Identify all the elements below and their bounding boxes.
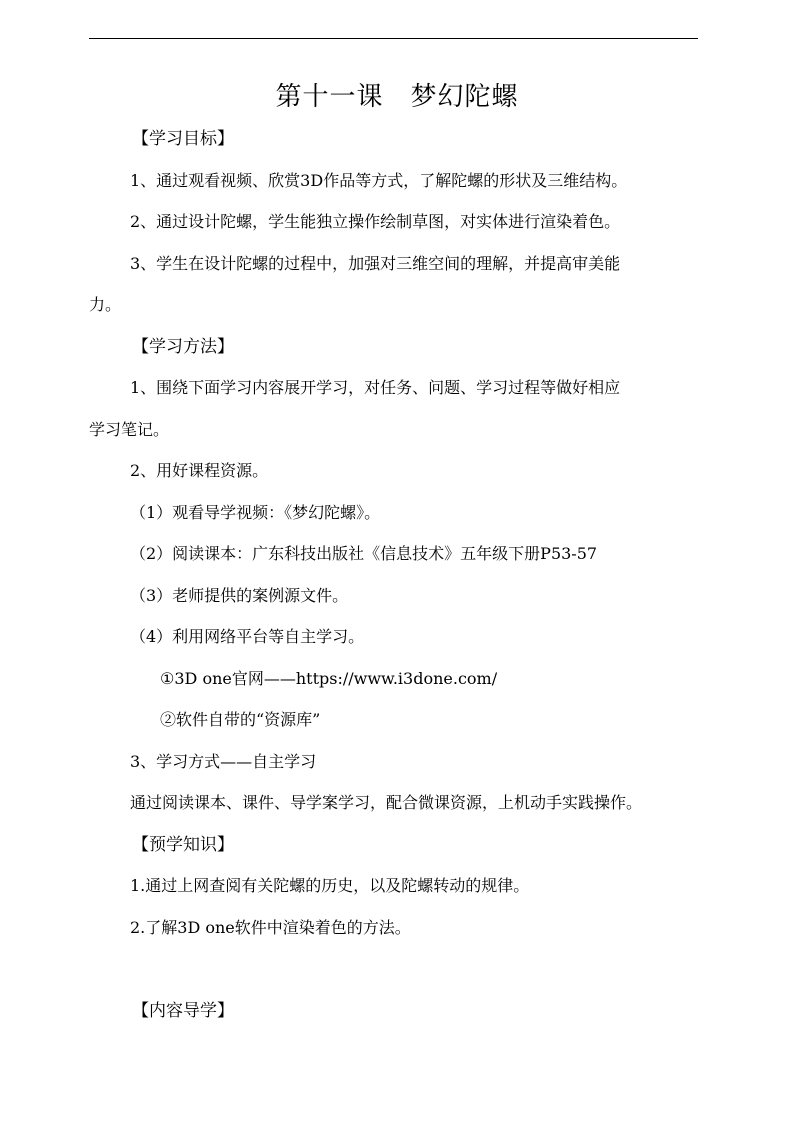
objective-item: 2、通过设计陀螺，学生能独立操作绘制草图，对实体进行渲染着色。 xyxy=(130,212,621,231)
header-rule xyxy=(89,38,698,39)
method-item: 3、学习方式——自主学习 xyxy=(130,752,317,771)
method-item: 通过阅读课本、课件、导学案学习，配合微课资源，上机动手实践操作。 xyxy=(130,793,643,812)
method-item: 2、用好课程资源。 xyxy=(130,461,269,480)
objective-item-continued: 力。 xyxy=(89,295,122,314)
method-subitem: （2）阅读课本：广东科技出版社《信息技术》五年级下册P53-57 xyxy=(130,544,598,563)
method-subitem: （1）观看导学视频：《梦幻陀螺》。 xyxy=(130,503,381,522)
method-item: 1、围绕下面学习内容展开学习，对任务、问题、学习过程等做好相应 xyxy=(130,378,621,397)
objective-item: 3、学生在设计陀螺的过程中，加强对三维空间的理解，并提高审美能 xyxy=(130,254,621,273)
preview-item: 1.通过上网查阅有关陀螺的历史，以及陀螺转动的规律。 xyxy=(130,876,530,895)
method-item-continued: 学习笔记。 xyxy=(89,420,170,439)
resource-item: ②软件自带的“资源库” xyxy=(160,710,321,729)
method-subitem: （3）老师提供的案例源文件。 xyxy=(130,586,349,605)
objectives-heading: 【学习目标】 xyxy=(132,129,234,149)
objective-item: 1、通过观看视频、欣赏3D作品等方式，了解陀螺的形状及三维结构。 xyxy=(130,171,628,190)
resource-link-item: ①3D one官网——https://www.i3done.com/ xyxy=(160,669,498,688)
methods-heading: 【学习方法】 xyxy=(132,337,234,357)
page-title: 第十一课 梦幻陀螺 xyxy=(275,82,519,112)
preview-heading: 【预学知识】 xyxy=(132,835,234,855)
method-subitem: （4）利用网络平台等自主学习。 xyxy=(130,627,365,646)
preview-item: 2.了解3D one软件中渲染着色的方法。 xyxy=(130,918,411,937)
content-heading: 【内容导学】 xyxy=(132,1001,234,1021)
